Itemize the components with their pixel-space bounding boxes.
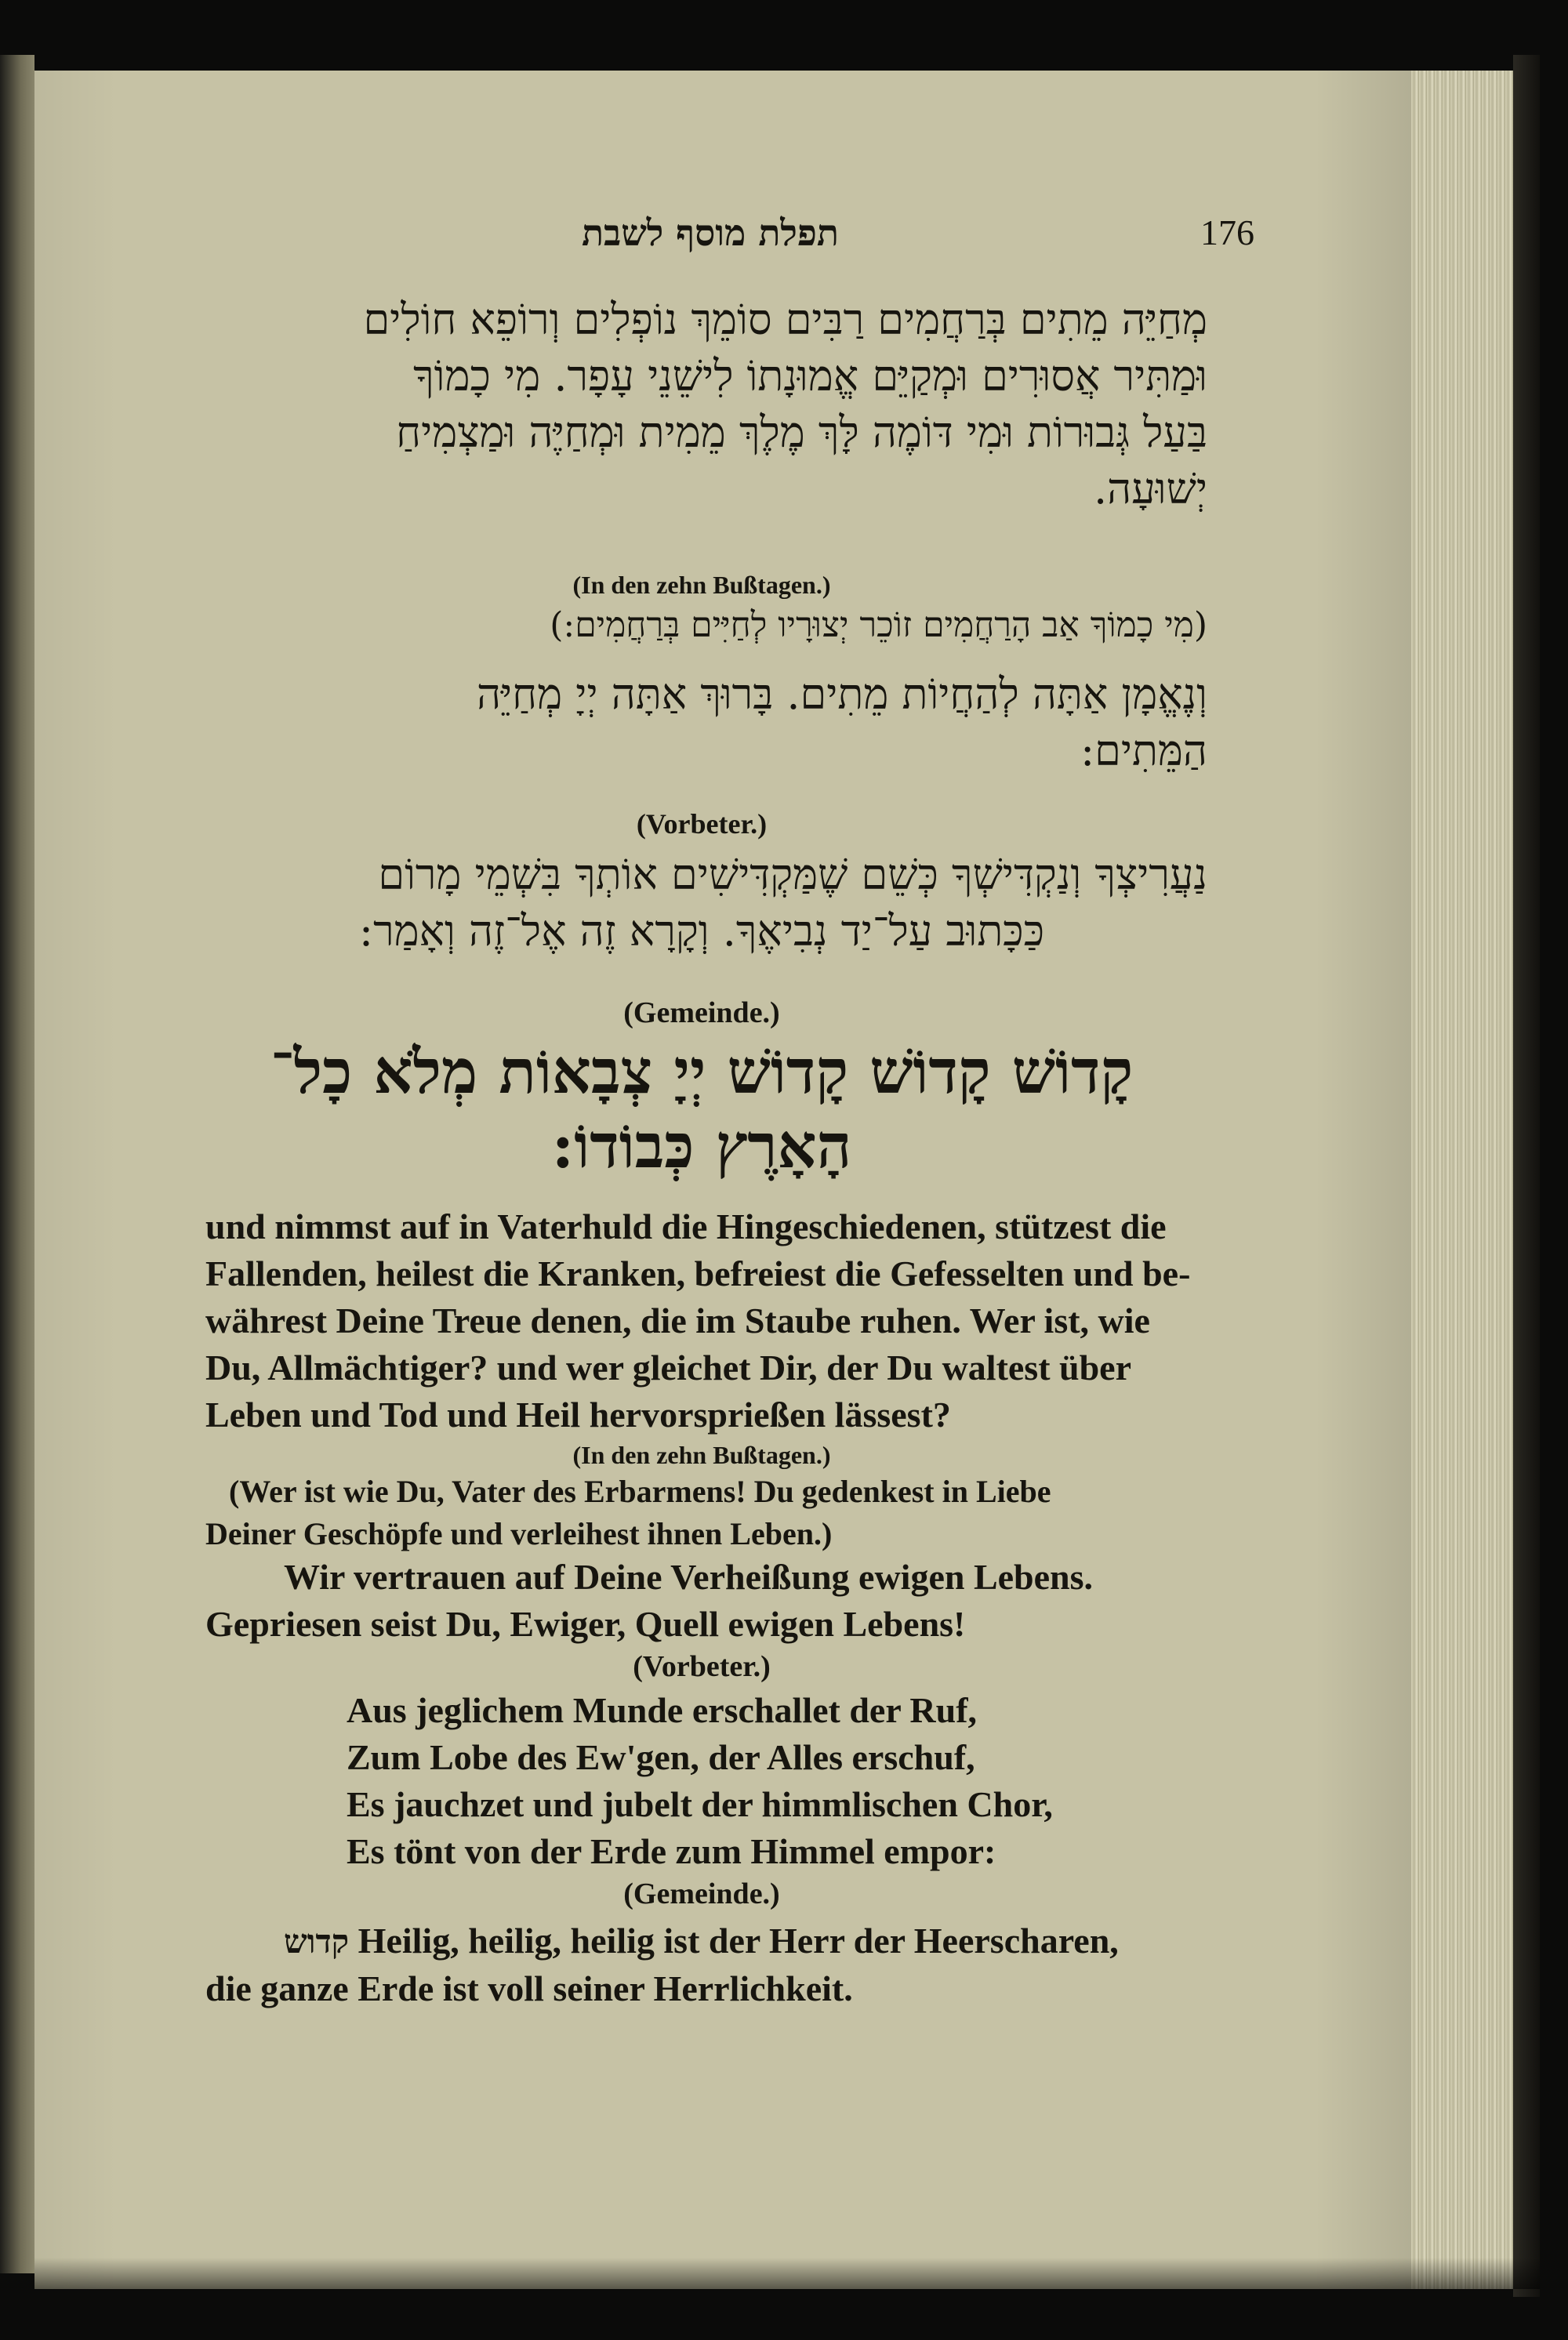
kedusha-line: הָאָרֶץ כְּבוֹדוֹ:	[551, 1111, 852, 1182]
poem-line: Zum Lobe des Ew'gen, der Alles erschuf,	[347, 1737, 975, 1777]
final-line-text: Heilig, heilig, heilig ist der Herr der Heerscharen,	[358, 1921, 1119, 1961]
rubric-gemeinde-german: (Gemeinde.)	[623, 1877, 780, 1910]
hebrew-line: הַמֵּתִים:	[1080, 726, 1207, 775]
german-poem	[205, 1687, 1209, 1875]
hebrew-line: וְנֶאֱמָן אַתָּה לְהַחֲיוֹת מֵתִים. בָּרוּךְ אַתָּה יְיָ מְחַיֵּה	[476, 669, 1207, 719]
hebrew-paragraph-3	[196, 847, 1207, 960]
hebrew-paragraph-1	[196, 292, 1207, 517]
german-line: währest Deine Treue denen, die im Staube ruhen. Wer ist, wie	[205, 1301, 1150, 1341]
rubric-zehn-bußtagen-german: (In den zehn Bußtagen.)	[572, 1441, 831, 1469]
german-line	[205, 1917, 1209, 1965]
poem-line: Es jauchzet und jubelt der himmlischen Chor,	[347, 1784, 1053, 1824]
previous-page-edge	[0, 55, 34, 2273]
rubric-vorbeter-hebrew: (Vorbeter.)	[636, 808, 768, 840]
book-cover-edge	[1513, 55, 1540, 2297]
german-line: Du, Allmächtiger? und wer gleichet Dir, der Du waltest über	[205, 1348, 1132, 1388]
poem-line: Aus jeglichem Munde erschallet der Ruf,	[347, 1690, 978, 1730]
german-line: Leben und Tod und Heil hervorsprießen lässest?	[205, 1395, 951, 1435]
german-paragraph-2	[205, 1554, 1209, 1648]
hebrew-line: כַּכָּתוּב עַל־יַד נְבִיאֶךָ. וְקָרָא זֶה אֶל־זֶה וְאָמַר:	[358, 906, 1045, 956]
kedusha-verse	[196, 1035, 1207, 1184]
page-stack-edge	[1411, 71, 1513, 2289]
rubric-gemeinde-hebrew: (Gemeinde.)	[623, 996, 780, 1029]
german-final-verse	[205, 1917, 1209, 2012]
running-head-title: תפלת מוסף לשבת	[581, 212, 839, 254]
german-line: Wir vertrauen auf Deine Verheißung ewigen Lebens.	[284, 1557, 1094, 1597]
german-line: (Wer ist wie Du, Vater des Erbarmens! Du gedenkest in Liebe	[229, 1474, 1051, 1509]
hebrew-zehn-bußtagen-line: (מִי כָמוֹךָ אַב הָרַחֲמִים זוֹכֵר יְצוּרָיו לְחַיִּים בְּרַחֲמִים:)	[550, 605, 1207, 645]
german-zehn-bußtagen	[205, 1471, 1209, 1555]
hebrew-line: יְשׁוּעָה.	[1094, 464, 1207, 513]
page-shadow	[34, 2258, 1540, 2289]
rubric-zehn-bußtagen-hebrew: (In den zehn Bußtagen.)	[572, 571, 831, 599]
page-number: 176	[1200, 212, 1254, 252]
hebrew-kadosh-word: קדוש	[284, 1922, 350, 1961]
hebrew-line: וּמַתִּיר אֲסוּרִים וּמְקַיֵּם אֱמוּנָתוֹ לִישֵׁנֵי עָפָר. מִי כָמוֹךָ	[413, 351, 1207, 401]
hebrew-line: בַּעַל גְּבוּרוֹת וּמִי דּוֹמֶה לָּךְ מֶלֶךְ מֵמִית וּמְחַיֶּה וּמַצְמִיחַ	[396, 408, 1207, 457]
hebrew-line: מְחַיֵּה מֵתִים בְּרַחֲמִים רַבִּים סוֹמֵךְ נוֹפְלִים וְרוֹפֵא חוֹלִים	[363, 295, 1207, 344]
german-line: Fallenden, heilest die Kranken, befreiest die Gefesselten und be-	[205, 1253, 1191, 1293]
german-line: die ganze Erde ist voll seiner Herrlichkeit.	[205, 1968, 853, 2008]
kedusha-line: קָדוֹשׁ קָדוֹשׁ קָדוֹשׁ יְיָ צְבָאוֹת מְלֹא כָל־	[270, 1036, 1134, 1108]
german-line: Gepriesen seist Du, Ewiger, Quell ewigen Lebens!	[205, 1604, 966, 1644]
german-line: und nimmst auf in Vaterhuld die Hingeschiedenen, stützest die	[205, 1206, 1167, 1246]
german-paragraph-1	[205, 1203, 1209, 1438]
hebrew-paragraph-2	[196, 666, 1207, 779]
rubric-vorbeter-german: (Vorbeter.)	[633, 1650, 771, 1683]
hebrew-line: נַעֲרִיצְךָ וְנַקְדִּישְׁךָ כְּשֵׁם שֶׁמַּקְדִּישִׁים אוֹתְךָ בִּשְׁמֵי מָרוֹם	[378, 850, 1207, 899]
german-line: Deiner Geschöpfe und verleihest ihnen Leben.)	[205, 1516, 833, 1551]
poem-line: Es tönt von der Erde zum Himmel empor:	[347, 1831, 996, 1871]
